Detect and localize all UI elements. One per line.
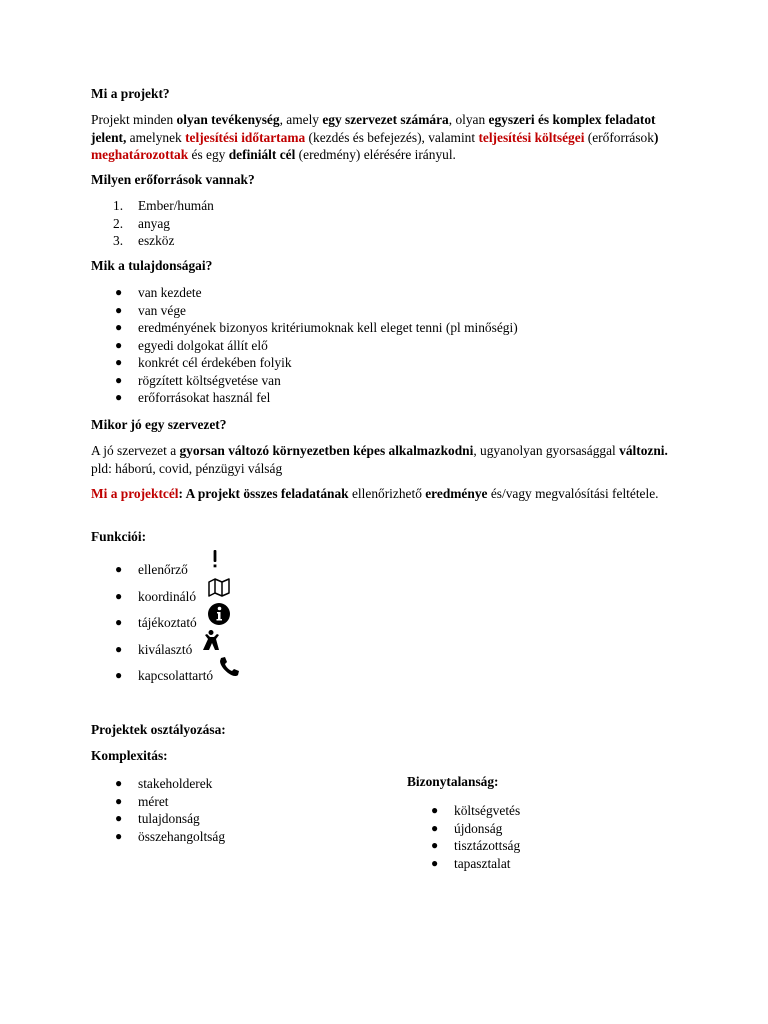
list-item: ● stakeholderek — [115, 776, 213, 791]
project-definition: Projekt minden olyan tevékenység, amely egy szervezet számára, olyan egyszeri és komplex feladatot jelent, amelynek teljesítési időtartama (kezdés és befejezés), valamint teljesítési költségei (erőforrások) meghatározottak és egy definiált cél (eredmény) elérésére irányul. — [91, 112, 659, 162]
properties-list — [91, 284, 518, 407]
list-item: ● van kezdete — [115, 285, 202, 300]
resources-list — [91, 197, 214, 250]
uncertainty-list — [407, 802, 520, 872]
list-item: ● eredményének bizonyos kritériumoknak kell eleget tenni (pl minőségi) — [115, 320, 518, 335]
list-item: ● van vége — [115, 302, 186, 318]
list-item: ● tapasztalat — [431, 855, 511, 871]
heading-uncertainty: Bizonytalanság: — [407, 774, 499, 789]
list-item: ● újdonság — [431, 820, 503, 836]
heading-complexity: Komplexitás: — [91, 748, 168, 763]
list-item: ● ellenőrző — [91, 557, 213, 584]
list-item: ● kiválasztó — [91, 637, 213, 664]
good-organization-text: A jó szervezet a gyorsan változó környezetben képes alkalmazkodni, ugyanolyan gyorsasággal változni. pld: háború, covid, pénzügyi válság — [91, 443, 668, 476]
heading-classification: Projektek osztályozása: — [91, 722, 226, 737]
functions-list — [91, 557, 213, 690]
list-item: 1. Ember/humán — [113, 198, 214, 213]
list-item: ● konkrét cél érdekében folyik — [115, 355, 292, 370]
phone-icon — [217, 655, 241, 679]
list-item: ● erőforrásokat használ fel — [115, 390, 271, 405]
heading-functions: Funkciói: — [91, 529, 147, 544]
person-select-icon — [200, 629, 224, 653]
list-item: ● összehangoltság — [115, 828, 226, 844]
list-item: ● rögzített költségvetése van — [115, 372, 281, 388]
project-goal-text: Mi a projektcél: A projekt összes feladatának ellenőrizhető eredménye és/vagy megvalósítási feltétele. — [91, 486, 659, 501]
list-item: ● tájékoztató — [91, 610, 213, 637]
heading-properties: Mik a tulajdonságai? — [91, 258, 213, 273]
list-item: 2. anyag — [113, 215, 170, 231]
list-item: ● kapcsolattartó — [91, 663, 213, 690]
exclamation-icon — [203, 549, 227, 573]
info-icon — [207, 602, 231, 626]
heading-good-organization: Mikor jó egy szervezet? — [91, 417, 227, 432]
heading-what-is-project: Mi a projekt? — [91, 86, 170, 101]
list-item: ● méret — [115, 793, 169, 809]
list-item: ● költségvetés — [431, 803, 521, 818]
map-icon — [207, 576, 231, 600]
complexity-list — [91, 775, 225, 845]
list-item: 3. eszköz — [113, 233, 175, 248]
heading-resources: Milyen erőforrások vannak? — [91, 172, 255, 187]
list-item: ● egyedi dolgokat állít elő — [115, 337, 268, 353]
list-item: ● tulajdonság — [115, 811, 200, 826]
list-item: ● koordináló — [91, 584, 213, 611]
list-item: ● tisztázottság — [431, 838, 521, 853]
